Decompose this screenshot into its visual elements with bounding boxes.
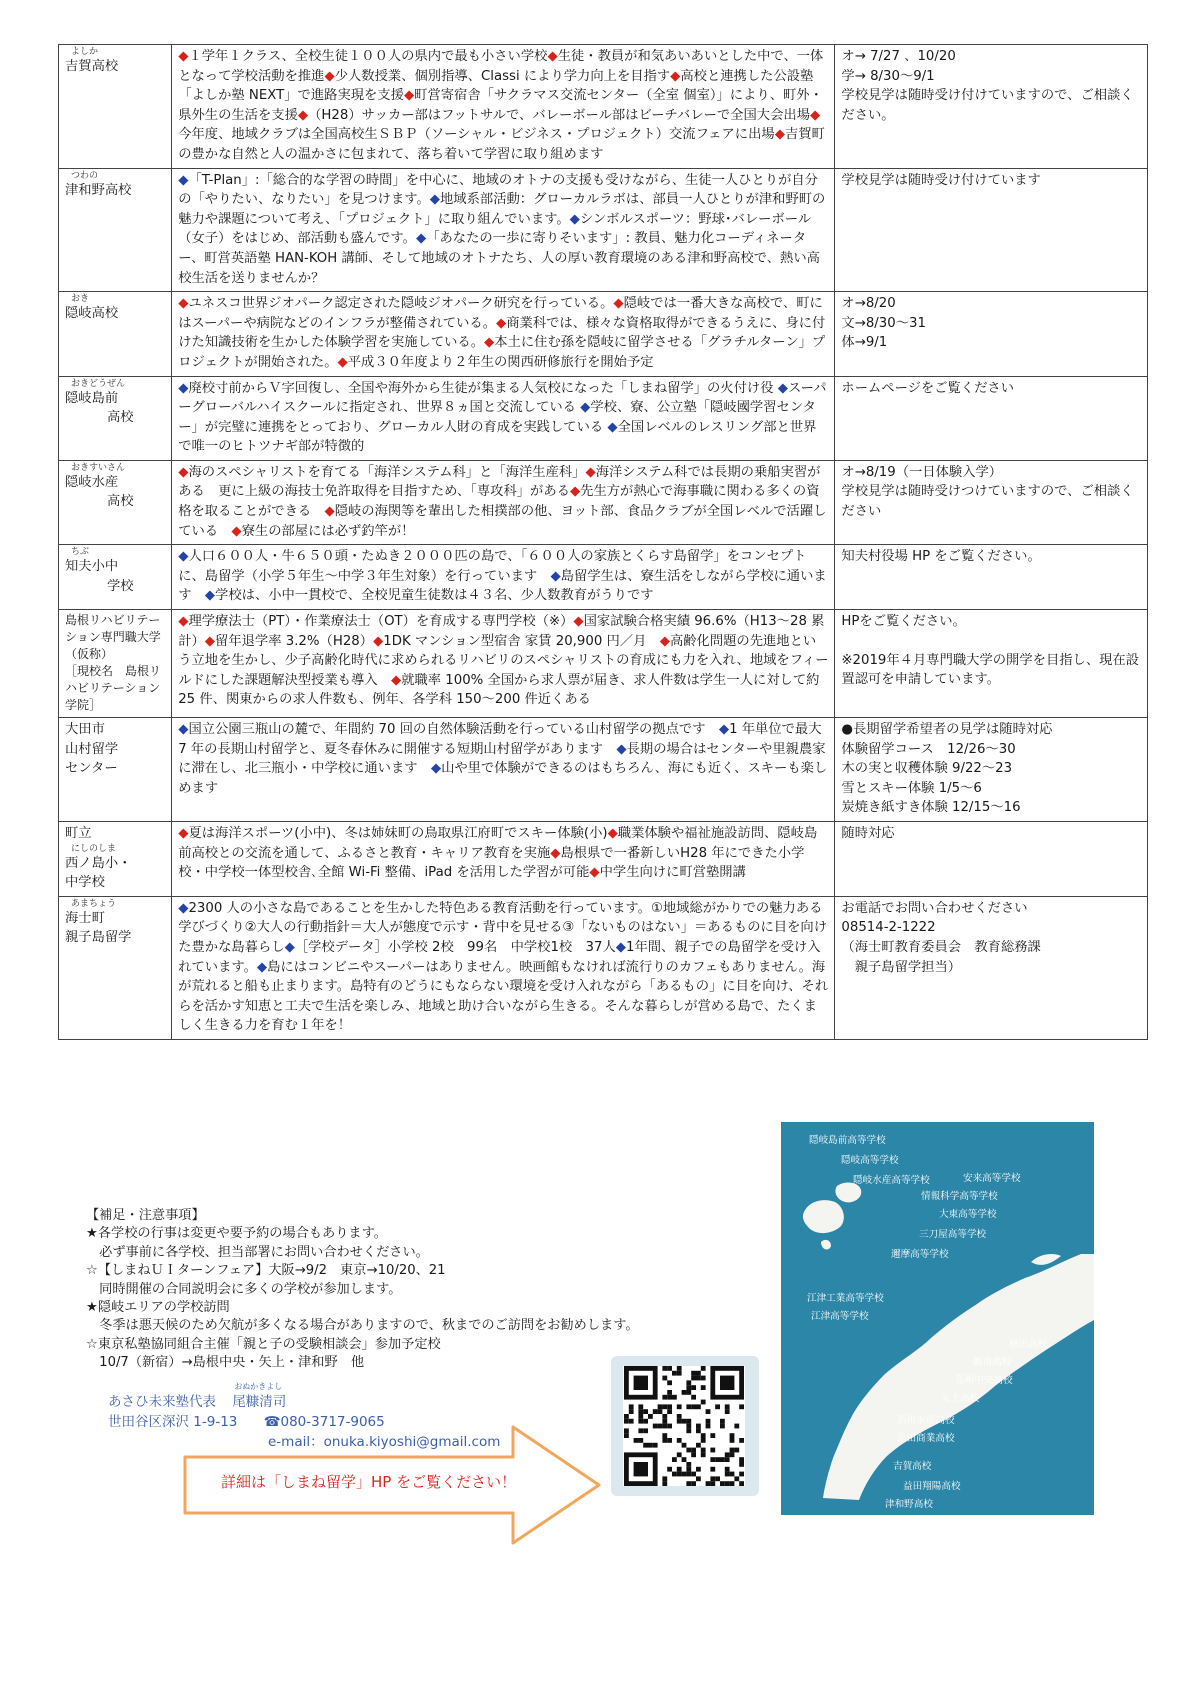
map-school-label: 情報科学高等学校 — [921, 1191, 998, 1202]
description-text: 隠岐では一番大きな高校で、町にはスーパーや病院などのインフラが整備されている。 — [178, 296, 823, 331]
description-text: 学校は、小中一貫校で、全校児童生徒数は４３名、少人数教育がうりです — [215, 588, 654, 604]
school-name-cell — [59, 896, 172, 1039]
description-text: 「T-Plan」:「総合的な学習の時間」を中心に、地域のオトナの支援も受けながら、生徒一人ひとりが自分の「やりたい、なりたい」を見つけます。 — [178, 172, 818, 208]
school-row — [59, 718, 1148, 822]
school-name: 島根リハビリテーション専門職大学（仮称） — [65, 613, 161, 662]
info-line: ホームページをご覧ください — [841, 380, 1014, 396]
school-name: センター — [65, 761, 118, 777]
school-description — [172, 292, 835, 376]
school-row — [59, 292, 1148, 376]
bullet-diamond-icon: ◆ — [607, 826, 618, 841]
bullet-diamond-icon: ◆ — [231, 523, 242, 539]
bullet-diamond-icon: ◆ — [569, 484, 581, 500]
contact-email[interactable]: e-mail：onuka.kiyoshi@gmail.com — [268, 1434, 501, 1450]
bullet-diamond-icon: ◆ — [178, 380, 189, 396]
arrow-banner[interactable] — [183, 1423, 603, 1547]
school-info — [835, 376, 1148, 460]
school-description — [172, 896, 835, 1039]
school-name-cell — [59, 822, 172, 897]
info-line: 文→8/30〜31 — [841, 315, 926, 331]
bullet-diamond-icon: ◆ — [573, 614, 584, 630]
map-school-label: 飯南高校 — [973, 1357, 1012, 1368]
school-row — [59, 545, 1148, 610]
school-description — [172, 718, 835, 822]
description-text: 島留学生は、寮生活をしながら学校に通います — [178, 568, 827, 604]
info-line: （海士町教育委員会 教育総務課 — [841, 939, 1041, 955]
contact-org-line — [108, 1382, 500, 1412]
map-school-label: 大東高等学校 — [939, 1209, 997, 1220]
info-line: 雪とスキー体験 1/5〜6 — [841, 780, 982, 796]
description-text: 島にはコンビニやスーパーはありません。映画館もなければ流行りのカフェもありません。海が荒れると船も止まります。島特有のどうにもならない環境を受け入れながら「あるもの」に目を向け、それらを活かす知恵と工夫で生活を楽しみ、地域と助け合いながら生きる。そんな暮らしが営める島で、たくましく生きる力を育む１年を！ — [178, 959, 829, 1034]
school-name-ruby: あまちょう — [71, 898, 117, 909]
bullet-diamond-icon: ◆ — [547, 49, 558, 64]
bullet-diamond-icon: ◆ — [403, 88, 415, 104]
description-text: 廃校寸前からＶ字回復し、全国や海外から生徒が集まる人気校になった「しまね留学」の火付け役 — [188, 380, 778, 396]
school-row — [59, 45, 1148, 169]
info-line: 親子島留学担当） — [841, 959, 962, 975]
school-name-ruby: おきどうぜん — [71, 378, 126, 389]
contact-person-ruby: おぬかきよし — [234, 1382, 283, 1391]
qr-code-frame — [611, 1356, 759, 1496]
bullet-diamond-icon: ◆ — [415, 231, 427, 247]
school-row — [59, 460, 1148, 544]
info-line: 木の実と収穫体験 9/22〜23 — [841, 761, 1013, 777]
school-name-cell — [59, 168, 172, 292]
bullet-diamond-icon: ◆ — [256, 959, 268, 975]
qr-code-pattern — [623, 1366, 745, 1486]
info-line: 学校見学は随時受け付けていますので、ご相談ください。 — [841, 88, 1134, 123]
school-name: 西ノ島小・ — [65, 855, 132, 871]
school-name: 中学校 — [65, 875, 105, 891]
bullet-diamond-icon: ◆ — [204, 633, 216, 649]
map-school-label: 江津高等学校 — [811, 1311, 869, 1322]
bullet-diamond-icon: ◆ — [607, 419, 618, 435]
school-name-cell — [59, 376, 172, 460]
contact-org: あさひ未来塾代表 — [108, 1394, 216, 1410]
banner-text: 詳細は「しまね留学」HP をご覧ください！ — [221, 1473, 517, 1491]
school-description — [172, 376, 835, 460]
school-name: 高校 — [107, 410, 134, 426]
description-text: 島根県で一番新しいH28 年にできた小学校・中学校一体型校舎､全館 Wi-Fi 整備、iPad を活用した学習が可能 — [178, 845, 805, 881]
school-description — [172, 822, 835, 897]
description-text: 本土に住む孫を隠岐に留学させる「グラチルターン」プロジェクトが開始された。 — [178, 335, 826, 370]
school-row — [59, 168, 1148, 292]
bullet-diamond-icon: ◆ — [204, 588, 216, 604]
school-info — [835, 822, 1148, 897]
info-line: 08514-2-1222 — [841, 920, 936, 936]
bullet-diamond-icon: ◆ — [659, 633, 670, 649]
bullet-diamond-icon: ◆ — [430, 761, 442, 777]
school-row — [59, 610, 1148, 718]
bullet-diamond-icon: ◆ — [178, 722, 189, 738]
info-line: 随時対応 — [841, 826, 895, 841]
bullet-diamond-icon: ◆ — [429, 192, 441, 208]
description-text: 1 年単位で最大 7 年の長期山村留学と、夏冬春休みに開催する短期山村留学があります — [178, 722, 822, 757]
school-name: 隠岐高校 — [65, 306, 119, 322]
description-text: 夏は海洋スポーツ(小中)、冬は姉妹町の鳥取県江府町でスキー体験(小) — [188, 826, 608, 841]
bullet-diamond-icon: ◆ — [178, 549, 189, 565]
description-text: 町営寄宿舎「サクラマス交流センター（全室 個室）」により、町外・県外生の生活を支援 — [178, 88, 823, 123]
school-row — [59, 376, 1148, 460]
note-line: ☆東京私塾協同組合主催「親と子の受験相談会」参加予定校 — [86, 1336, 441, 1352]
school-name-ruby: おきすいさん — [71, 462, 126, 473]
note-line: 冬季は悪天候のため欠航が多くなる場合がありますので、秋までのご訪問をお勧めします。 — [86, 1318, 639, 1334]
bullet-diamond-icon: ◆ — [670, 68, 681, 84]
note-line: ★各学校の行事は変更や要予約の場合もあります。 — [86, 1226, 387, 1242]
school-name-cell — [59, 460, 172, 544]
school-description — [172, 610, 835, 718]
description-text: 国立公園三瓶山の麓で、年間約 70 回の自然体験活動を行っている山村留学の拠点です — [188, 722, 719, 738]
description-text: 全国レベルのレスリング部と世界で唯一のヒトツナギ部が特徴的 — [178, 419, 817, 455]
description-text: 高校と連携した公設塾「よしか塾 NEXT」で進路実現を支援 — [178, 68, 814, 104]
map-school-label: 邇摩高等学校 — [891, 1249, 949, 1260]
info-line: 学校見学は随時受けつけていますので、ご相談ください — [841, 484, 1134, 520]
map-school-label: 浜田水産高校 — [897, 1415, 955, 1426]
bullet-diamond-icon: ◆ — [585, 464, 596, 480]
school-row — [59, 822, 1148, 897]
school-info — [835, 718, 1148, 822]
map-school-label: 津和野高校 — [885, 1499, 933, 1510]
note-line: ★隠岐エリアの学校訪問 — [86, 1300, 230, 1316]
school-info — [835, 45, 1148, 169]
description-text: 少人数授業、個別指導、Classi により学力向上を目指す — [334, 68, 671, 84]
info-line: 学→ 8/30〜9/1 — [841, 68, 935, 84]
map-school-label: 安来高等学校 — [963, 1173, 1021, 1184]
map-school-label: 隠岐水産高等学校 — [853, 1175, 930, 1186]
qr-code-icon[interactable] — [623, 1366, 745, 1486]
bullet-diamond-icon: ◆ — [324, 504, 335, 520]
school-name: 山村留学 — [65, 741, 119, 757]
info-line: 知夫村役場 HP をご覧ください。 — [841, 549, 1041, 565]
description-text: 今年度、地域クラブは全国高校生ＳＢＰ（ソーシャル・ビジネス・プロジェクト）交流フェアに出場 — [178, 127, 775, 143]
bullet-diamond-icon: ◆ — [484, 335, 495, 351]
note-line: 同時開催の合同説明会に多くの学校が参加します。 — [86, 1281, 402, 1297]
map-school-label: 矢上高校 — [941, 1393, 980, 1404]
school-info — [835, 610, 1148, 718]
bullet-diamond-icon: ◆ — [616, 741, 627, 757]
school-info — [835, 896, 1148, 1039]
description-text: 学校、寮、公立塾「隠岐國学習センター」が完璧に連携をとっており、グローカル人財の育成を実践している — [178, 400, 816, 435]
info-line: 体→9/1 — [841, 335, 888, 351]
map-school-label: 島根中央高校 — [955, 1375, 1013, 1386]
info-line: ※2019年４月専門職大学の開学を目指し、現在設置認可を申請しています。 — [841, 652, 1140, 688]
description-text: 平成３０年度より２年生の関西研修旅行を開始予定 — [347, 354, 654, 370]
description-text: （H28）サッカー部はフットサルで、バレーボール部はビーチバレーで全国大会出場 — [308, 107, 810, 123]
school-name-ruby: にしのしま — [71, 843, 117, 854]
map-school-label: 隠岐高等学校 — [841, 1155, 899, 1166]
bullet-diamond-icon: ◆ — [589, 865, 600, 881]
school-row — [59, 896, 1148, 1039]
contact-person: 尾糠清司 — [232, 1394, 287, 1410]
school-info — [835, 545, 1148, 610]
description-text: 中学生向けに町営塾開講 — [599, 865, 746, 881]
map-school-label: 三刀屋高等学校 — [919, 1229, 987, 1240]
description-text: ［学校データ］小学校 2校 99名 中学校1校 37人 — [294, 939, 616, 955]
bullet-diamond-icon: ◆ — [810, 107, 821, 123]
notes-heading: 【補足・注意事項】 — [86, 1208, 205, 1223]
map-school-label: 江津工業高等学校 — [807, 1293, 884, 1304]
note-line: 必ず事前に各学校、担当部署にお問い合わせください。 — [86, 1244, 429, 1260]
school-name: 津和野高校 — [65, 182, 132, 198]
bullet-diamond-icon: ◆ — [297, 107, 309, 123]
info-line: お電話でお問い合わせください — [841, 900, 1028, 916]
description-text: 地域系部活動：グローカルラボは、部員一人ひとりが津和野町の魅力や課題について考え、「プロジェクト」に取り組んでいます。 — [178, 192, 826, 227]
description-text: 留年退学率 3.2%（H28） — [215, 633, 374, 649]
school-name: ［現校名 島根リハビリテーション学院］ — [65, 664, 162, 713]
bullet-diamond-icon: ◆ — [284, 939, 295, 955]
school-name-prefix: 町立 — [65, 826, 92, 841]
description-text: 海のスペシャリストを育てる「海洋システム科」と「海洋生産科」 — [188, 464, 586, 480]
school-name: 大田市 — [65, 722, 105, 738]
bullet-diamond-icon: ◆ — [615, 939, 626, 955]
school-description — [172, 545, 835, 610]
info-line — [841, 632, 1142, 651]
school-name: 隠岐島前 — [65, 390, 119, 406]
info-line: ●長期留学希望者の見学は随時対応 — [841, 722, 1053, 738]
bullet-diamond-icon: ◆ — [496, 315, 507, 331]
contact-phone[interactable]: ☎080-3717-9065 — [263, 1414, 385, 1430]
school-name-ruby: ちぶ — [71, 547, 90, 558]
description-text: 「あなたの一歩に寄りそいます」: 教員、魅力化コーディネーター、町営英語塾 HAN-KOH 講師、そして地域のオトナたち、人の厚い教育環境のある津和野高校で、熱い高校生活を送りませんか？ — [178, 231, 820, 286]
description-text: 国家試験合格実績 96.6%（H13〜28 累計） — [178, 614, 825, 649]
school-name: 高校 — [107, 494, 134, 510]
school-name-cell — [59, 545, 172, 610]
bullet-diamond-icon: ◆ — [550, 845, 561, 861]
description-text: 山や里で体験ができるのはもちろん、海にも近く、スキーも楽しめます — [178, 761, 828, 796]
school-name: 海士町 — [65, 910, 105, 926]
school-info — [835, 168, 1148, 292]
bullet-diamond-icon: ◆ — [178, 172, 189, 188]
description-text: 高齢化問題の先進地という立地を生かし、少子高齢化時代に求められるリハビリのスペシャリストの育成にも力を入れ、地域をフィールドにした課題解決型授業も導入 — [178, 633, 829, 688]
bullet-diamond-icon: ◆ — [178, 49, 189, 64]
bullet-diamond-icon: ◆ — [373, 633, 384, 649]
description-text: 理学療法士（PT）・作業療法士（OT）を育成する専門学校（※） — [188, 614, 574, 630]
school-table-wrap — [58, 44, 1148, 1040]
map-school-label: 横田高校 — [1009, 1339, 1048, 1350]
info-line: 炭焼き紙すき体験 12/15〜16 — [841, 800, 1021, 816]
bullet-diamond-icon: ◆ — [777, 380, 788, 396]
bullet-diamond-icon: ◆ — [324, 68, 335, 84]
map-school-label: 益田翔陽高校 — [903, 1481, 961, 1492]
description-text: 先生方が熱心で海事職に関わる多くの資格を取ることができる — [178, 484, 820, 520]
bullet-diamond-icon: ◆ — [569, 211, 580, 227]
school-info — [835, 292, 1148, 376]
description-text: 就職率 100% 全国から求人票が届き、求人件数は学生一人に対して約 25 件、関東からの求人件数も、例年、各学科 150〜200 件近くある — [178, 672, 820, 708]
map-school-label: 隠岐島前高等学校 — [809, 1135, 886, 1146]
note-line: 10/7（新宿）→島根中央・矢上・津和野 他 — [86, 1355, 365, 1371]
school-name-ruby: おき — [71, 294, 90, 305]
description-text: １学年１クラス、全校生徒１００人の県内で最も小さい学校 — [188, 49, 548, 64]
school-info — [835, 460, 1148, 544]
school-name-ruby: つわの — [71, 170, 99, 181]
description-text: ユネスコ世界ジオパーク認定された隠岐ジオパーク研究を行っている。 — [188, 296, 614, 312]
school-description — [172, 45, 835, 169]
school-name: 知夫小中 — [65, 559, 119, 575]
description-text: 1年間、親子での島留学を受け入れています。 — [178, 939, 821, 975]
description-text: 隠岐の海関等を輩出した相撲部の他、ヨット部、食品クラブが全国レベルで活躍している — [178, 504, 827, 539]
bullet-diamond-icon: ◆ — [178, 900, 189, 916]
school-name: 親子島留学 — [65, 930, 132, 946]
bullet-diamond-icon: ◆ — [613, 296, 624, 312]
description-text: 商業科では、様々な資格取得ができるうえに、身に付けた知識技術を生かした体験学習を実施している。 — [178, 315, 826, 351]
school-name-ruby: よしか — [71, 47, 99, 57]
school-name: 吉賀高校 — [65, 59, 119, 74]
bullet-diamond-icon: ◆ — [178, 296, 189, 312]
info-line: HPをご覧ください。 — [841, 614, 966, 630]
description-text: 海洋システム科では長期の乗船実習がある 更に上級の海技士免許取得を目指すため、「専攻科」がある — [178, 464, 821, 500]
description-text: 吉賀町の豊かな自然と人の温かさに包まれて、落ち着いて学習に取り組めます — [178, 127, 825, 162]
description-text: 寮生の部屋には必ず釣竿が！ — [241, 523, 415, 539]
school-name-cell — [59, 610, 172, 718]
description-text: 生徒・教員が和気あいあいとした中で、一体となって学校活動を推進 — [178, 49, 824, 84]
info-line: オ→8/20 — [841, 296, 896, 312]
bullet-diamond-icon: ◆ — [178, 614, 189, 630]
school-name-cell — [59, 292, 172, 376]
description-text: スーパーグローバルハイスクールに指定され、世界８ヵ国と交流している — [178, 380, 827, 416]
shimane-map — [781, 1122, 1094, 1515]
info-line: 体験留学コース 12/26〜30 — [841, 741, 1016, 757]
school-name: 隠岐水産 — [65, 474, 119, 490]
description-text: シンボルスポーツ：野球･バレーボール（女子）をはじめ、部活動も盛んです。 — [178, 211, 812, 247]
map-school-label: 浜田商業高校 — [897, 1433, 955, 1444]
map-school-label: 吉賀高校 — [893, 1461, 932, 1472]
info-line: オ→8/19（一日体験入学） — [841, 464, 1003, 480]
school-name: 学校 — [107, 578, 134, 594]
bullet-diamond-icon: ◆ — [580, 400, 591, 416]
info-line: 学校見学は随時受け付けています — [841, 172, 1041, 188]
info-line: オ→ 7/27 、10/20 — [841, 49, 956, 64]
description-text: 職業体験や福祉施設訪問、隠岐島前高校との交流を通して、ふるさと教育・キャリア教育を実施 — [178, 826, 818, 861]
school-description — [172, 168, 835, 292]
bullet-diamond-icon: ◆ — [390, 672, 402, 688]
bullet-diamond-icon: ◆ — [550, 568, 561, 584]
school-name-cell — [59, 718, 172, 822]
description-text: 1DK マンション型宿舎 家賃 20,900 円／月 — [383, 633, 660, 649]
bullet-diamond-icon: ◆ — [718, 722, 730, 738]
notes-section — [86, 1207, 726, 1373]
school-description — [172, 460, 835, 544]
bullet-diamond-icon: ◆ — [178, 826, 189, 841]
note-line: ☆【しまねＵＩターンフェア】大阪→9/2 東京→10/20、21 — [86, 1263, 446, 1279]
school-table — [58, 44, 1148, 1040]
bullet-diamond-icon: ◆ — [774, 127, 785, 143]
description-text: 人口６００人・牛６５０頭・たぬき２０００匹の島で、「６００人の家族とくらす島留学」をコンセプトに、島留学（小学５年生〜中学３年生対象）を行っています — [178, 549, 807, 584]
contact-address: 世田谷区深沢 1-9-13 — [108, 1414, 238, 1430]
description-text: 長期の場合はセンターや里親農家に滞在し、北三瓶小・中学校に通います — [178, 741, 826, 777]
description-text: 2300 人の小さな島であることを生かした特色ある教育活動を行っています。①地域総がかりでの魅力ある学びづくり②大人の行動指針＝大人が態度で示す・背中を見せる③「ないものはない」＝あるものに目を向けた豊かな島暮らし — [178, 900, 827, 955]
school-name-cell — [59, 45, 172, 169]
bullet-diamond-icon: ◆ — [337, 354, 348, 370]
bullet-diamond-icon: ◆ — [178, 464, 189, 480]
